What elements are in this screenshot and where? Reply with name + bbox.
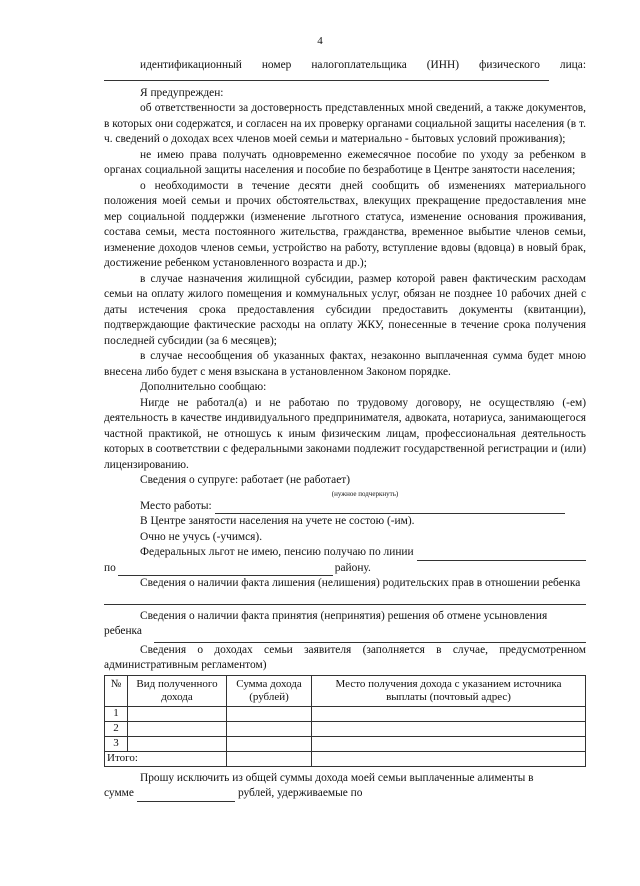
alimony-sum-field[interactable] (137, 790, 235, 802)
sum-label: сумме (104, 787, 134, 799)
warned-paragraph: в случае назначения жилищной субсидии, размер которой равен фактическим расходам семьи на оплату жилого помещения и коммунальных услуг, обязан не позднее 10 рабочих дней с даты истечения срока предоставления субсидии предоставить документы (квитанции), подтверждающие фактические расходы на оплату ЖКУ, понесенные в течение срока получения последней субсидии (за 6 месяцев); (104, 272, 586, 347)
adoption-info: Сведения о наличии факта принятия (непринятия) решения об отмене усыновления ребенка (104, 609, 548, 637)
deprivation-fill-line[interactable] (104, 592, 586, 605)
income-amount-cell[interactable] (227, 721, 312, 736)
income-amount-cell[interactable] (227, 706, 312, 721)
column-header: Вид полученного дохода (128, 675, 227, 706)
inn-word: лица: (559, 59, 586, 71)
alimony-continuation: рублей, удерживаемые по (237, 787, 363, 799)
income-type-cell[interactable] (128, 706, 227, 721)
inn-word: идентификационный (140, 59, 242, 71)
district-field[interactable] (118, 564, 333, 576)
income-amount-cell[interactable] (227, 736, 312, 751)
income-source-cell[interactable] (312, 721, 586, 736)
pension-field[interactable] (417, 548, 586, 561)
po-label: по (104, 561, 116, 574)
inn-line (104, 58, 586, 74)
district-label: району. (334, 561, 371, 574)
income-type-cell[interactable] (128, 736, 227, 751)
deprivation-info: Сведения о наличии факта лишения (нелишения) родительских прав в отношении ребенка (140, 577, 581, 589)
workplace-row (104, 499, 586, 515)
total-label: Итого: (105, 751, 227, 766)
total-source-cell (312, 751, 586, 766)
total-amount-cell[interactable] (227, 751, 312, 766)
adoption-block (104, 609, 586, 640)
inn-word: (ИНН) (426, 59, 460, 71)
inn-word: налогоплательщика (311, 59, 407, 71)
column-header: Сумма дохода (рублей) (227, 675, 312, 706)
study-statement: Очно не учусь (-учимся). (140, 530, 263, 543)
alimony-row (104, 786, 586, 802)
warned-paragraph: не имею права получать одновременно ежемесячное пособие по уходу за ребенком в органах социальной защиты населения и пособие по безработице в Центре занятости населения; (104, 148, 586, 176)
page-number: 4 (317, 35, 323, 47)
warned-heading: Я предупрежден: (140, 86, 224, 99)
inn-word: физического (478, 59, 540, 71)
row-number: 3 (105, 736, 128, 751)
no-work-paragraph: Нигде не работал(а) и не работаю по трудовому договору, не осуществляю (-ем) деятельность в качестве индивидуального предпринимателя, адвоката, нотариуса, занимающегося частной практикой, не отношусь к иным физическим лицам, профессиональная деятельность которых в соответствии с федеральными законами подлежит государственной регистрации и (или) лицензированию. (104, 396, 586, 471)
document-body (104, 56, 586, 802)
spouse-info: Сведения о супруге: работает (не работает) (140, 474, 351, 486)
workplace-field[interactable] (215, 501, 565, 514)
table-row (105, 706, 586, 721)
employment-center-statement: В Центре занятости населения на учете не состою (-им). (140, 515, 415, 527)
total-row (105, 751, 586, 766)
income-intro: Сведения о доходах семьи заявителя (заполняется в случае, предусмотренном административным регламентом) (104, 643, 586, 671)
row-number: 2 (105, 721, 128, 736)
income-type-cell[interactable] (128, 721, 227, 736)
workplace-label: Место работы: (140, 499, 212, 512)
warned-paragraph: об ответственности за достоверность представленных мной сведений, а также документов, в которых они содержатся, и согласен на их проверку органами социальной защиты населения (в т. ч. сведений о доходах всех членов моей семьи и материально - бытовых условий проживания); (104, 102, 586, 145)
table-row (105, 736, 586, 751)
additional-heading: Дополнительно сообщаю: (140, 381, 267, 393)
column-header: № (105, 675, 128, 706)
benefits-label: Федеральных льгот не имею, пенсию получаю по линии (140, 546, 414, 558)
underline-note: (нужное подчеркнуть) (331, 489, 399, 498)
income-source-cell[interactable] (312, 706, 586, 721)
alimony-text: Прошу исключить из общей суммы дохода моей семьи выплаченные алименты в (140, 771, 534, 784)
warned-paragraph: в случае несообщения об указанных фактах, незаконно выплаченная сумма будет мною внесена либо будет с меня взыскана в установленном Законом порядке. (104, 350, 586, 378)
warned-paragraph: о необходимости в течение десяти дней сообщить об изменениях материального положения моей семьи и прочих обстоятельствах, влекущих прекращение предоставления мне мер социальной поддержки (изменение льготного статуса, изменение основания проживания, состава семьи, места постоянного жительства, гражданства, временное выбытие членов семьи, изменение доходов членов семьи, устройство на работу, вступление вдовы (вдовца) в новый брак, достижение ребенком установленного возраста и др.); (104, 179, 586, 269)
district-row (104, 561, 586, 577)
inn-fill-line[interactable] (104, 74, 549, 81)
row-number: 1 (105, 706, 128, 721)
income-source-cell[interactable] (312, 736, 586, 751)
table-row (105, 721, 586, 736)
benefits-row (104, 545, 586, 561)
inn-word: номер (261, 59, 292, 71)
income-table-header (105, 675, 586, 706)
income-table (104, 675, 586, 767)
column-header: Место получения дохода с указанием источника выплаты (почтовый адрес) (312, 675, 586, 706)
